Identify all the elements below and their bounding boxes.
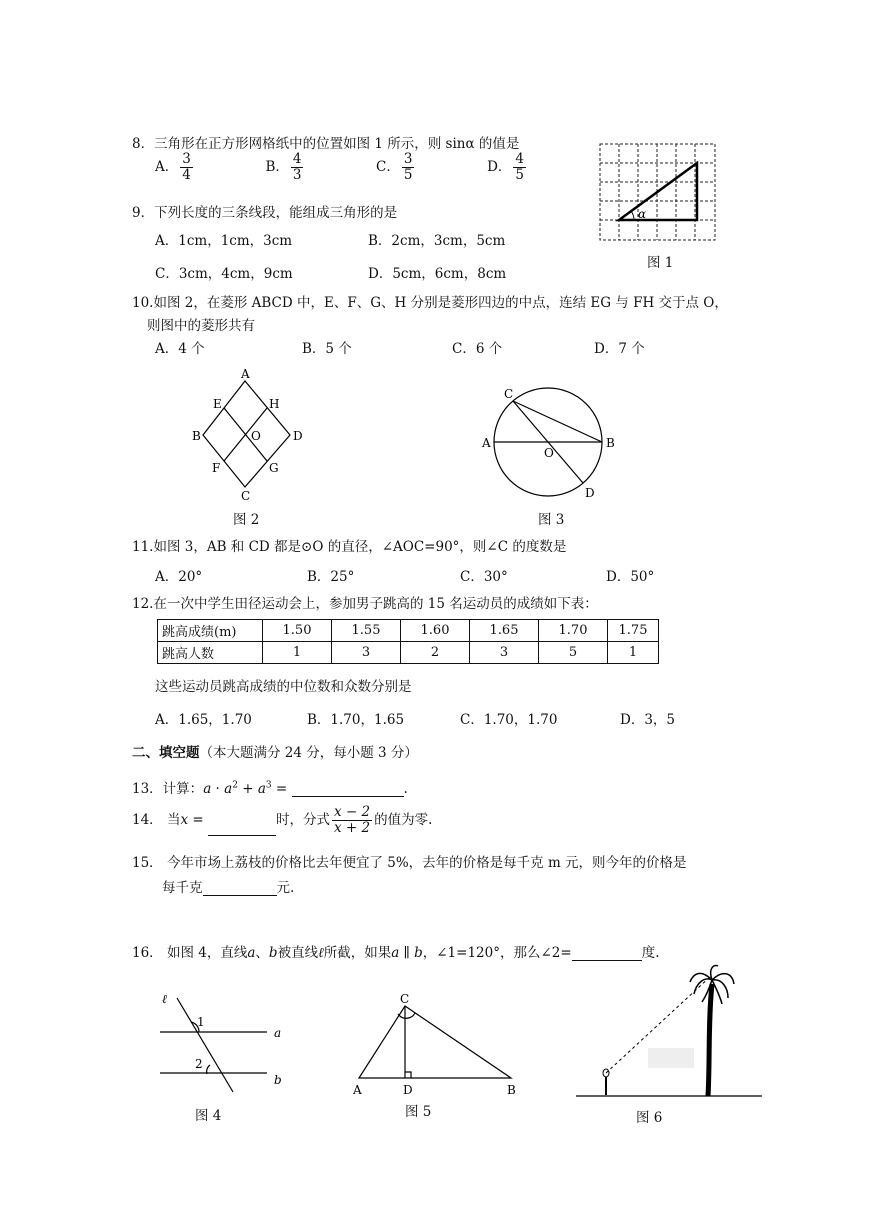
- q13: 13．计算：$a \cdot a^2 + a^3$ = .: [132, 780, 408, 797]
- q9-option-c: C．3cm，4cm，9cm: [155, 266, 293, 282]
- table-cell: 1.60: [401, 620, 470, 642]
- fig3-label-d: D: [585, 486, 595, 500]
- q9-option-d: D．5cm，6cm，8cm: [368, 266, 507, 282]
- table-header-score: 跳高成绩(m): [158, 620, 263, 642]
- section-2-heading: [132, 741, 418, 761]
- fig4-label-1: 1: [197, 1015, 205, 1029]
- q16: 16． 如图 4，直线a、b被直线ℓ所截，如果a ∥ b，∠1=120°，那么∠2= 度.: [132, 945, 660, 961]
- table-cell: 3: [332, 642, 401, 664]
- q15-line1: 15． 今年市场上荔枝的价格比去年便宜了 5%，去年的价格是每千克 m 元，则今年的价格是: [132, 855, 687, 871]
- fig2-label-e: E: [213, 397, 222, 411]
- fig1-caption: 图 1: [647, 255, 674, 271]
- table-header-count: 跳高人数: [158, 642, 263, 664]
- q14: 14． 当x = 时，分式 $\frac{x - 2}{x + 2}$ 的值为零.: [132, 804, 433, 836]
- q16-answer-blank[interactable]: [572, 946, 642, 961]
- fig2-label-d: D: [293, 429, 303, 443]
- fig2-label-c: C: [241, 489, 251, 503]
- table-cell: 1.75: [608, 620, 659, 642]
- q12-option-c: C．1.70，1.70: [460, 712, 558, 728]
- q15-answer-blank[interactable]: [203, 881, 277, 896]
- fig3-label-a: A: [482, 436, 491, 450]
- table-cell: 1.55: [332, 620, 401, 642]
- figure-6-tree-shadow: [572, 962, 764, 1102]
- fig6-background-patch: [648, 1048, 694, 1068]
- fig1-triangle: [619, 163, 697, 220]
- q8-options: [155, 152, 528, 183]
- table-cell: 2: [401, 642, 470, 664]
- q9-text: 9．下列长度的三条线段，能组成三角形的是: [132, 205, 398, 221]
- table-cell: 1.65: [470, 620, 539, 642]
- section-2-title: 二、填空题: [132, 745, 200, 761]
- table-cell: 1: [263, 642, 332, 664]
- q15-line2: 每千克 元.: [162, 880, 295, 896]
- fig3-label-o: O: [544, 446, 554, 460]
- q10-line1: 10.如图 2，在菱形 ABCD 中，E、F、G、H 分别是菱形四边的中点，连结 EG 与 FH 交于点 O，: [132, 295, 728, 311]
- q9-option-b: B．2cm，3cm，5cm: [368, 233, 506, 249]
- figure-1-grid-triangle: [596, 140, 720, 244]
- q8-option-d: D． $\frac{4}{5}$: [487, 151, 524, 183]
- figure-3-circle: [478, 380, 618, 508]
- q10-option-a: A．4 个: [155, 341, 205, 357]
- fig4-label-l: ℓ: [162, 992, 167, 1006]
- q11-text: 11.如图 3，AB 和 CD 都是⊙O 的直径，∠AOC=90°，则∠C 的度数是: [132, 539, 567, 555]
- fig1-alpha-label: α: [638, 207, 647, 221]
- figure-4-parallel-lines: [155, 988, 295, 1096]
- q13-answer-blank[interactable]: [292, 782, 404, 797]
- fig2-label-h: H: [269, 397, 280, 411]
- fig6-caption: 图 6: [636, 1110, 663, 1126]
- q10-line2: 则图中的菱形共有: [147, 318, 255, 334]
- table-cell: 3: [470, 642, 539, 664]
- q11-option-d: D．50°: [606, 569, 655, 585]
- fig3-caption: 图 3: [538, 512, 565, 528]
- fig5-label-c: C: [400, 992, 410, 1006]
- q12-score-table: [157, 619, 659, 664]
- fig5-label-d: D: [403, 1083, 413, 1097]
- fig3-label-b: B: [606, 436, 615, 450]
- q14-answer-blank[interactable]: [208, 821, 276, 836]
- fig5-label-a: A: [353, 1083, 362, 1097]
- q10-option-c: C．6 个: [452, 341, 503, 357]
- fig2-caption: 图 2: [233, 512, 260, 528]
- q10-option-d: D．7 个: [594, 341, 645, 357]
- q12-option-d: D．3，5: [620, 712, 676, 728]
- q9-option-a: A．1cm，1cm，3cm: [155, 233, 293, 249]
- q11-option-c: C．30°: [460, 569, 508, 585]
- q8-option-c: C． $\frac{3}{5}$: [376, 151, 413, 183]
- q8-text: 8．三角形在正方形网格纸中的位置如图 1 所示，则 sinα 的值是: [132, 136, 520, 152]
- q8-option-b: B． $\frac{4}{3}$: [265, 151, 302, 183]
- figure-2-rhombus: [188, 366, 308, 506]
- q10-option-b: B．5 个: [302, 341, 352, 357]
- q12-option-a: A．1.65，1.70: [155, 712, 252, 728]
- table-cell: 1.70: [539, 620, 608, 642]
- table-cell: 1.50: [263, 620, 332, 642]
- fig5-label-b: B: [507, 1083, 516, 1097]
- fig4-label-b: b: [274, 1073, 282, 1087]
- q12-question: 这些运动员跳高成绩的中位数和众数分别是: [155, 679, 412, 695]
- table-cell: 5: [539, 642, 608, 664]
- fig4-label-2: 2: [195, 1057, 203, 1071]
- fig3-label-c: C: [504, 387, 514, 401]
- q12-text: 12.在一次中学生田径运动会上，参加男子跳高的 15 名运动员的成绩如下表：: [132, 596, 598, 612]
- q11-option-a: A．20°: [155, 569, 203, 585]
- q12-option-b: B．1.70，1.65: [307, 712, 405, 728]
- figure-5-right-triangle: [345, 990, 525, 1098]
- fig2-label-b: B: [192, 429, 201, 443]
- table-row: [158, 642, 659, 664]
- fig2-label-g: G: [269, 461, 279, 475]
- fig5-caption: 图 5: [405, 1104, 432, 1120]
- q8-option-a: A． $\frac{3}{4}$: [155, 151, 191, 183]
- section-2-note: （本大题满分 24 分，每小题 3 分）: [199, 745, 418, 761]
- fig2-label-o: O: [251, 429, 261, 443]
- fig2-label-f: F: [212, 461, 221, 475]
- table-row: [158, 620, 659, 642]
- table-cell: 1: [608, 642, 659, 664]
- fig4-label-a: a: [274, 1026, 282, 1040]
- fig6-palm-tree-icon: [690, 966, 734, 1096]
- fig4-caption: 图 4: [195, 1108, 222, 1124]
- q11-option-b: B．25°: [307, 569, 355, 585]
- fig2-label-a: A: [241, 367, 250, 381]
